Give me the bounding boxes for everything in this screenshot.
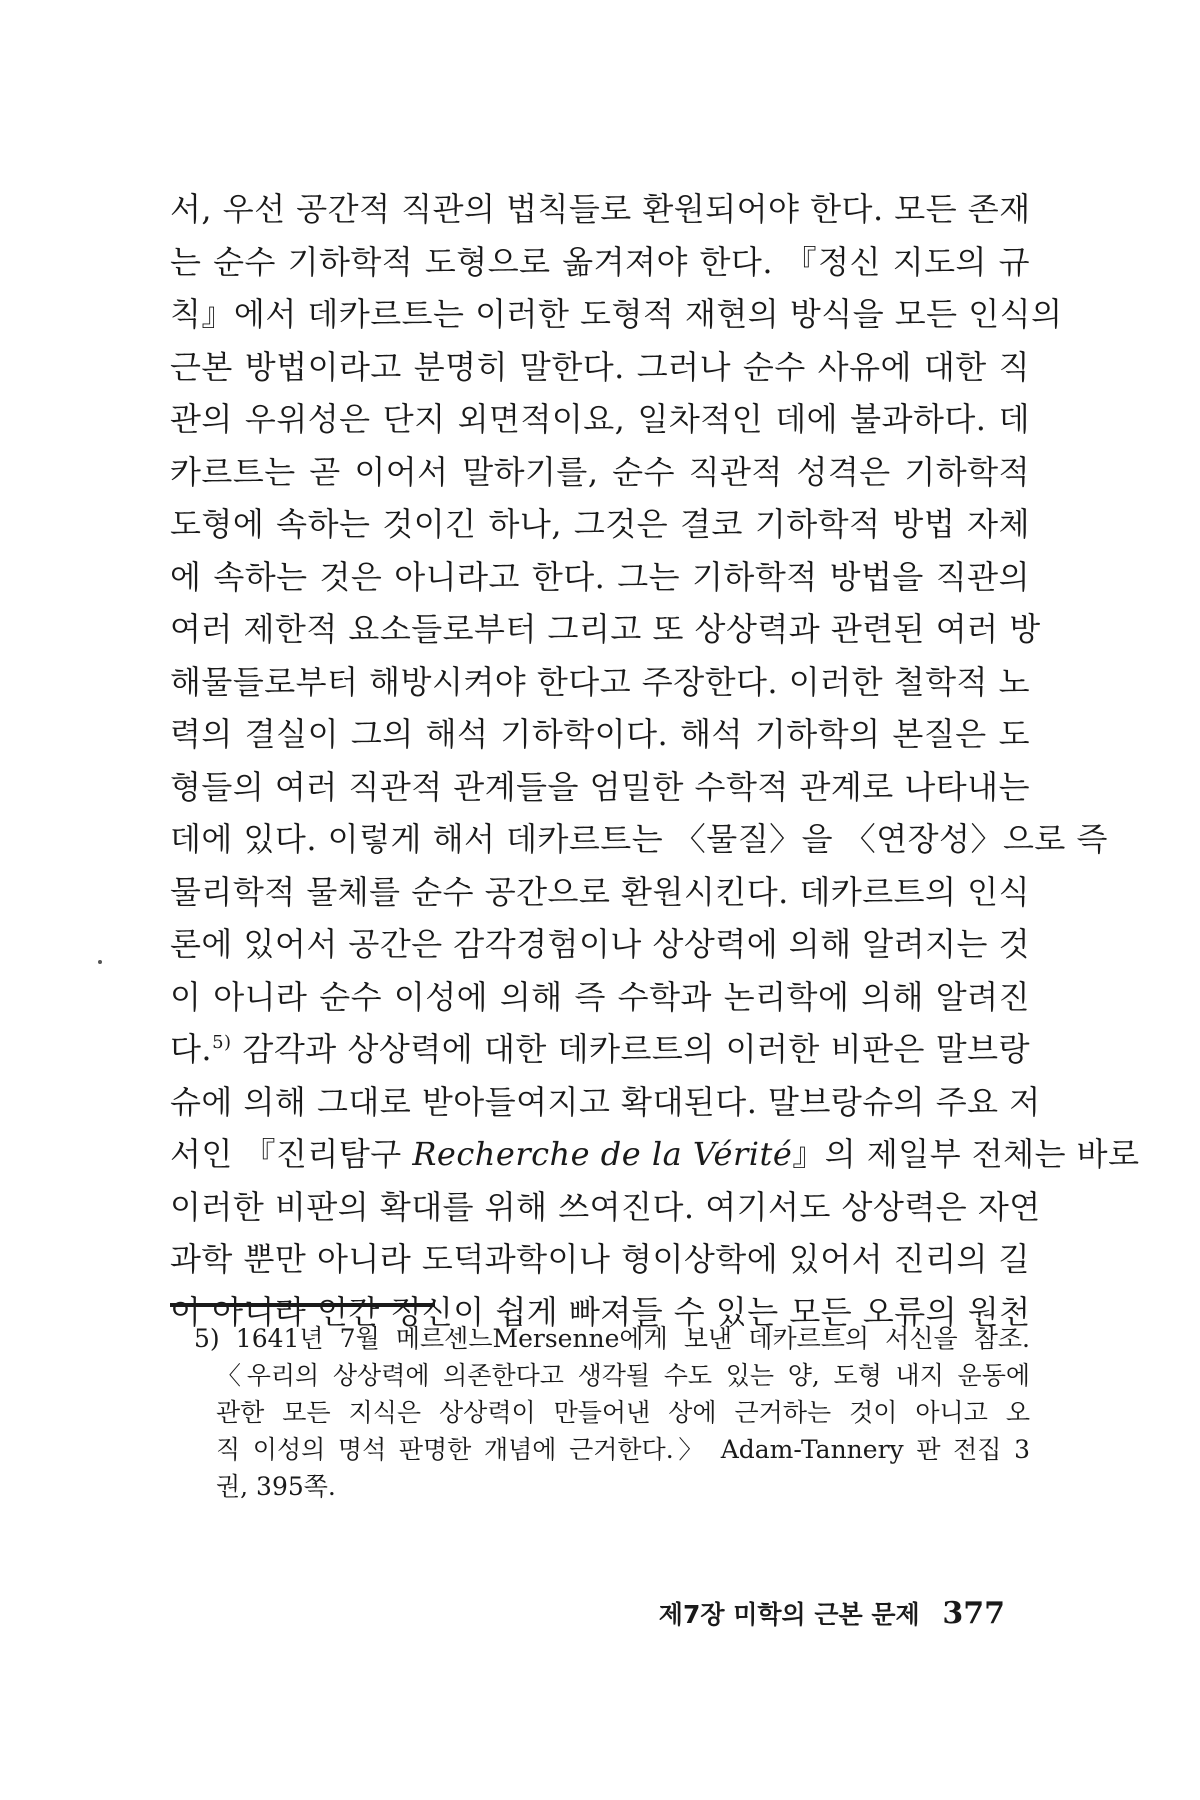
body-line: 관의 우위성은 단지 외면적이요, 일차적인 데에 불과하다. 데 (170, 400, 1030, 438)
footnote-line: 권, 395쪽. (216, 1472, 336, 1501)
body-text (170, 183, 1140, 1338)
body-line: 카르트는 곧 이어서 말하기를, 순수 직관적 성격은 기하학적 (170, 452, 1030, 491)
body-line: 이 아니라 순수 이성에 의해 즉 수학과 논리학에 의해 알려진 (170, 977, 1030, 1016)
body-line: 물리학적 물체를 순수 공간으로 환원시킨다. 데카르트의 인식 (170, 872, 1031, 911)
stray-dot (98, 960, 102, 964)
body-line (170, 1023, 1030, 1076)
body-line: 근본 방법이라고 분명히 말한다. 그러나 순수 사유에 대한 직 (170, 347, 1030, 386)
body-line: 형들의 여러 직관적 관계들을 엄밀한 수학적 관계로 나타내는 (170, 767, 1031, 806)
running-footer (659, 1595, 1005, 1631)
body-line: 는 순수 기하학적 도형으로 옮겨져야 한다. 『정신 지도의 규 (170, 242, 1030, 281)
body-line: 과학 뿐만 아니라 도덕과학이나 형이상학에 있어서 진리의 길 (170, 1240, 1031, 1278)
body-line (170, 1128, 1140, 1181)
page-number: 377 (942, 1596, 1005, 1631)
footnote-divider (170, 1303, 435, 1307)
footnote-line: 관한 모든 지식은 상상력이 만들어낸 상에 근거하는 것이 아니고 오 (216, 1398, 1030, 1427)
body-line: 론에 있어서 공간은 감각경험이나 상상력에 의해 알려지는 것 (170, 925, 1031, 963)
body-line: 도형에 속하는 것이긴 하나, 그것은 결코 기하학적 방법 자체 (170, 505, 1030, 543)
footnote-line: 〈우리의 상상력에 의존한다고 생각될 수도 있는 양, 도형 내지 운동에 (216, 1361, 1030, 1390)
footnote (196, 1320, 1030, 1505)
line-text: 감각과 상상력에 대한 데카르트의 이러한 비판은 말브랑 (231, 1030, 1030, 1068)
line-text: 서인 『진리탐구 (170, 1135, 413, 1173)
body-line: 서, 우선 공간적 직관의 법칙들로 환원되어야 한다. 모든 존재 (170, 190, 1031, 228)
chapter-title: 제7장 미학의 근본 문제 (658, 1600, 920, 1629)
body-line: 여러 제한적 요소들로부터 그리고 또 상상력과 관련된 여러 방 (170, 610, 1041, 648)
body-line: 해물들로부터 해방시켜야 한다고 주장한다. 이러한 철학적 노 (170, 662, 1031, 701)
body-line: 칙』에서 데카르트는 이러한 도형적 재현의 방식을 모든 인식의 (170, 295, 1063, 333)
body-line: 이러한 비판의 확대를 위해 쓰여진다. 여기서도 상상력은 자연 (170, 1187, 1041, 1226)
body-line: 데에 있다. 이렇게 해서 데카르트는 〈물질〉을 〈연장성〉으로 즉 (170, 820, 1108, 858)
body-line: 에 속하는 것은 아니라고 한다. 그는 기하학적 방법을 직관의 (170, 557, 1030, 596)
footnote-line: 직 이성의 명석 판명한 개념에 근거한다.〉 Adam-Tannery 판 전집 3 (216, 1435, 1030, 1464)
body-line: 이 아니라 인간 정신이 쉽게 빠져들 수 있는 모든 오류의 원천 (170, 1292, 1031, 1331)
line-text: 』의 제일부 전체는 바로 (792, 1135, 1140, 1173)
line-text: 다. (170, 1030, 213, 1068)
footnote-line: 5) 1641년 7월 메르센느Mersenne에게 보낸 데카르트의 서신을 참조. (194, 1324, 1030, 1353)
body-line: 력의 결실이 그의 해석 기하학이다. 해석 기하학의 본질은 도 (170, 715, 1030, 753)
italic-title: Recherche de la Vérité (412, 1135, 793, 1173)
body-line: 슈에 의해 그대로 받아들여지고 확대된다. 말브랑슈의 주요 저 (170, 1082, 1041, 1121)
footnote-reference[interactable]: 5) (212, 1032, 232, 1053)
